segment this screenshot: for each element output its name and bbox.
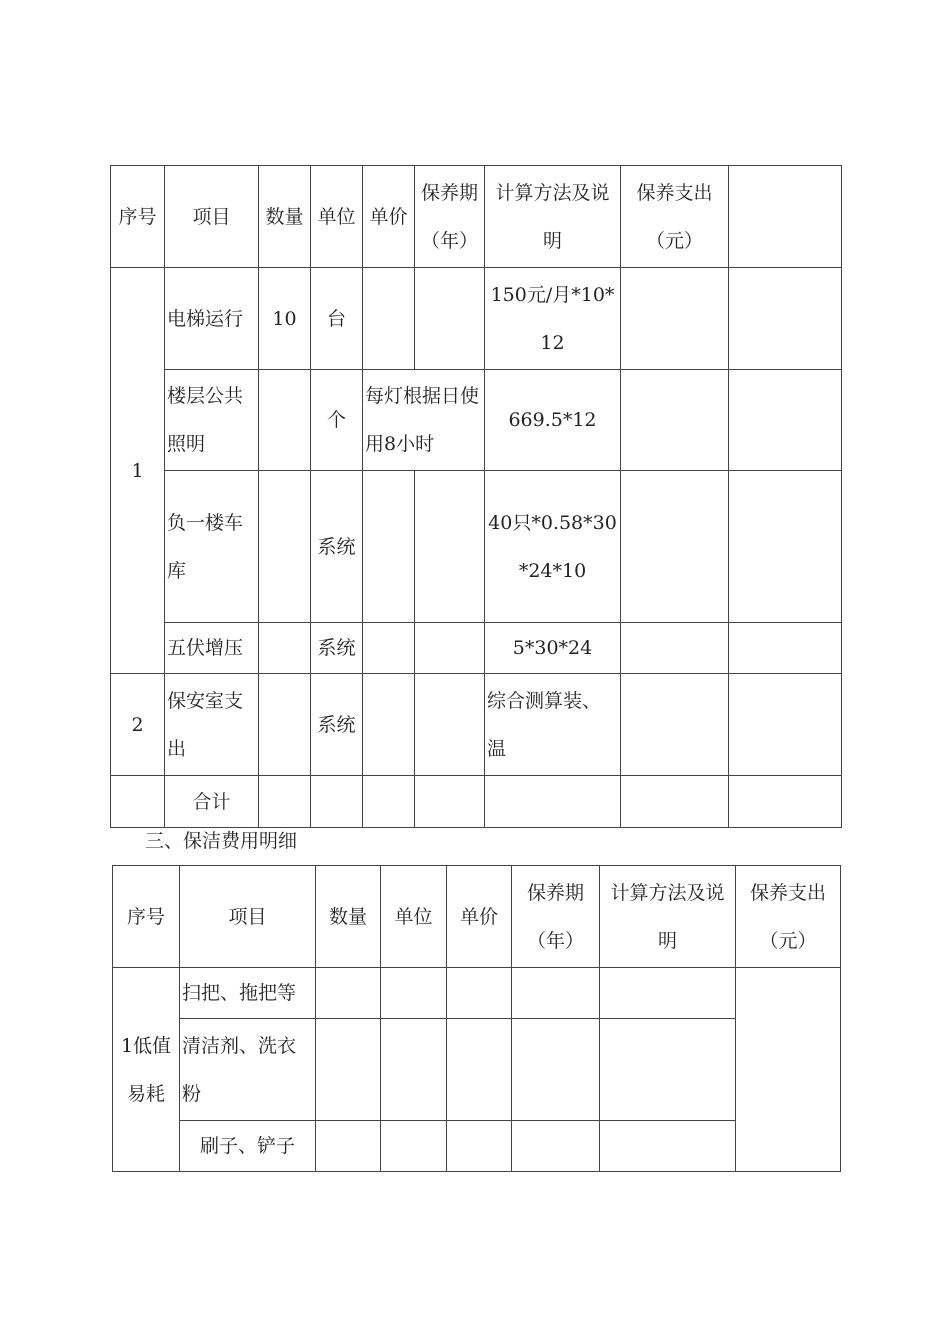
period-cell — [415, 471, 485, 623]
header-cell — [729, 166, 842, 268]
maintenance-cost-table — [110, 165, 842, 828]
cost-cell — [621, 623, 729, 674]
header-cell: 保养期（年） — [415, 166, 485, 268]
table-row — [113, 1019, 841, 1121]
item-cell: 保安室支出 — [165, 674, 259, 776]
qty-cell — [259, 623, 311, 674]
cost-cell — [621, 370, 729, 471]
header-cell: 保养支出（元） — [736, 866, 841, 968]
qty-cell: 10 — [259, 268, 311, 370]
period-cell — [415, 674, 485, 776]
header-cell: 单位 — [311, 166, 363, 268]
item-cell: 清洁剂、洗衣粉 — [180, 1019, 316, 1121]
header-cell: 单价 — [447, 866, 512, 968]
unit-cell: 台 — [311, 268, 363, 370]
item-cell: 刷子、铲子 — [180, 1121, 316, 1172]
item-cell: 负一楼车库 — [165, 471, 259, 623]
extra-cell — [729, 370, 842, 471]
cleaning-cost-table — [112, 865, 841, 1172]
unit-cell: 个 — [311, 370, 363, 471]
unit-cell: 系统 — [311, 471, 363, 623]
period-cell — [415, 268, 485, 370]
price-cell — [363, 674, 415, 776]
header-cell: 单位 — [381, 866, 447, 968]
table-row — [111, 268, 842, 370]
cost-cell — [621, 268, 729, 370]
table-row — [111, 370, 842, 471]
table-header-row — [113, 866, 841, 968]
qty-cell — [259, 471, 311, 623]
item-cell: 楼层公共照明 — [165, 370, 259, 471]
header-cell: 项目 — [165, 166, 259, 268]
header-cell: 计算方法及说明 — [485, 166, 621, 268]
total-row — [111, 776, 842, 828]
calc-cell: 669.5*12 — [485, 370, 621, 471]
price-cell — [363, 268, 415, 370]
header-cell: 数量 — [259, 166, 311, 268]
row-number — [111, 776, 165, 828]
header-cell: 数量 — [316, 866, 381, 968]
extra-cell — [729, 471, 842, 623]
group-label: 1低值易耗 — [113, 968, 180, 1172]
item-cell: 五伏增压 — [165, 623, 259, 674]
extra-cell — [729, 674, 842, 776]
header-cell: 项目 — [180, 866, 316, 968]
section-heading: 三、保洁费用明细 — [145, 830, 298, 852]
calc-cell: 40只*0.58*30*24*10 — [485, 471, 621, 623]
table-row — [111, 471, 842, 623]
header-cell: 序号 — [111, 166, 165, 268]
qty-cell — [259, 370, 311, 471]
header-cell: 保养支出（元） — [621, 166, 729, 268]
item-cell: 电梯运行 — [165, 268, 259, 370]
calc-cell: 5*30*24 — [485, 623, 621, 674]
cost-cell — [621, 471, 729, 623]
item-cell: 扫把、拖把等 — [180, 968, 316, 1019]
total-label: 合计 — [165, 776, 259, 828]
extra-cell — [729, 268, 842, 370]
period-cell — [415, 623, 485, 674]
calc-cell: 150元/月*10*12 — [485, 268, 621, 370]
table-row — [111, 674, 842, 776]
unit-cell: 系统 — [311, 674, 363, 776]
qty-cell — [259, 674, 311, 776]
table-header-row — [111, 166, 842, 268]
extra-cell — [729, 623, 842, 674]
price-period-cell: 每灯根据日使用8小时 — [363, 370, 485, 471]
header-cell: 单价 — [363, 166, 415, 268]
calc-cell: 综合测算装、温 — [485, 674, 621, 776]
price-cell — [363, 471, 415, 623]
header-cell: 序号 — [113, 866, 180, 968]
price-cell — [363, 623, 415, 674]
table-row — [113, 1121, 841, 1172]
header-cell: 保养期（年） — [512, 866, 600, 968]
header-cell: 计算方法及说明 — [600, 866, 736, 968]
table-row — [111, 623, 842, 674]
cost-cell — [736, 968, 841, 1172]
row-number: 2 — [111, 674, 165, 776]
cost-cell — [621, 674, 729, 776]
table-row — [113, 968, 841, 1019]
row-number: 1 — [111, 268, 165, 674]
unit-cell: 系统 — [311, 623, 363, 674]
